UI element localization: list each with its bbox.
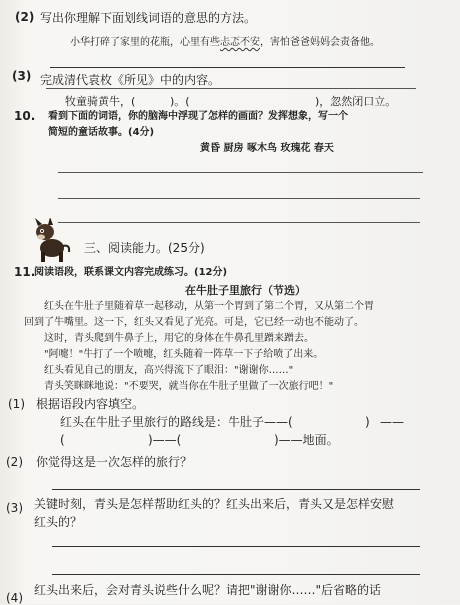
answer-line-q10-1[interactable] (58, 172, 423, 173)
q2-sentence-after: ，害怕爸爸妈妈会责备他。 (260, 37, 380, 48)
q11-number: 11. (14, 265, 36, 279)
answer-line-sub3-1[interactable] (52, 546, 420, 547)
sub1-line2-open: ( (60, 433, 65, 447)
poem-line-start: 牧童骑黄牛，( (65, 95, 136, 108)
sub1-label: (1) (8, 397, 25, 411)
passage-line: 回到了牛嘴里。这一下，红头又看见了光亮。可是，它已经一动也不能动了。 (24, 317, 364, 328)
passage-title: 在牛肚子里旅行（节选） (185, 284, 306, 297)
q3-question: 完成清代袁枚《所见》中的内容。 (40, 73, 221, 87)
sub1-route-start: 红头在牛肚子里旅行的路线是：牛肚子——( (60, 415, 293, 429)
sub1-text: 根据语段内容填空。 (36, 397, 145, 411)
poem-line-end: )，忽然闭口立。 (315, 95, 397, 108)
q10-number: 10. (14, 109, 36, 123)
answer-line-q10-2[interactable] (58, 198, 420, 199)
poem-line-mid: )。( (170, 95, 190, 108)
q2-underlined-word: 忐忑不安 (220, 37, 260, 48)
q10-word-list: 黄昏 厨房 啄木鸟 玫瑰花 春天 (200, 143, 334, 154)
sub1-route-close: ) (365, 415, 370, 429)
section-title: 三、阅读能力。(25分) (84, 241, 205, 255)
q3-label: (3) (12, 69, 32, 83)
sub2-label: (2) (6, 455, 23, 469)
q10-text-line1: 看到下面的词语，你的脑海中浮现了怎样的画面？发挥想象，写一个 (48, 111, 348, 122)
sub4-label: (4) (6, 591, 23, 605)
answer-line-sub3-2[interactable] (52, 574, 420, 575)
sub3-text-line2: 红头的？ (34, 515, 83, 529)
cartoon-donkey-icon (32, 218, 72, 264)
q2-sentence (70, 38, 380, 48)
sub3-label: (3) (6, 501, 23, 515)
passage-line: "阿嚏！"牛打了一个喷嚏，红头随着一阵草一下子给喷了出来。 (44, 349, 324, 360)
q10-text-line2: 简短的童话故事。(4分) (48, 127, 155, 138)
sub3-text-line1: 关键时刻，青头是怎样帮助红头的？红头出来后，青头又是怎样安慰 (34, 497, 395, 511)
answer-line-q2[interactable] (50, 67, 405, 68)
q2-label: (2) (15, 10, 35, 24)
passage-line: 红头在牛肚子里随着草一起移动，从第一个胃到了第二个胃，又从第二个胃 (44, 301, 374, 312)
q2-question: 写出你理解下面划线词语的意思的方法。 (40, 11, 257, 25)
answer-line-q10-3[interactable] (58, 222, 420, 223)
passage-line: 红头看见自己的朋友，高兴得流下了眼泪："谢谢你……" (44, 365, 294, 376)
passage-line: 这时，青头爬到牛鼻子上，用它的身体在牛鼻孔里蹭来蹭去。 (44, 333, 314, 344)
answer-line-sub2[interactable] (52, 489, 420, 490)
sub1-line2-end: )——地面。 (274, 433, 339, 447)
sub1-route-dash: —— (380, 415, 404, 429)
answer-line-q3-top[interactable] (46, 88, 416, 89)
passage-line: 青头笑眯眯地说："不要哭，就当你在牛肚子里做了一次旅行吧！" (44, 381, 334, 392)
q2-sentence-before: 小华打碎了家里的花瓶，心里有些 (70, 37, 220, 48)
sub1-line2-mid: )——( (148, 433, 182, 447)
q11-text: 阅读语段，联系课文内容完成练习。(12分) (34, 267, 228, 278)
sub2-text: 你觉得这是一次怎样的旅行？ (36, 455, 193, 469)
sub4-text: 红头出来后，会对青头说些什么呢？请把"谢谢你……"后省略的话 (34, 583, 382, 597)
